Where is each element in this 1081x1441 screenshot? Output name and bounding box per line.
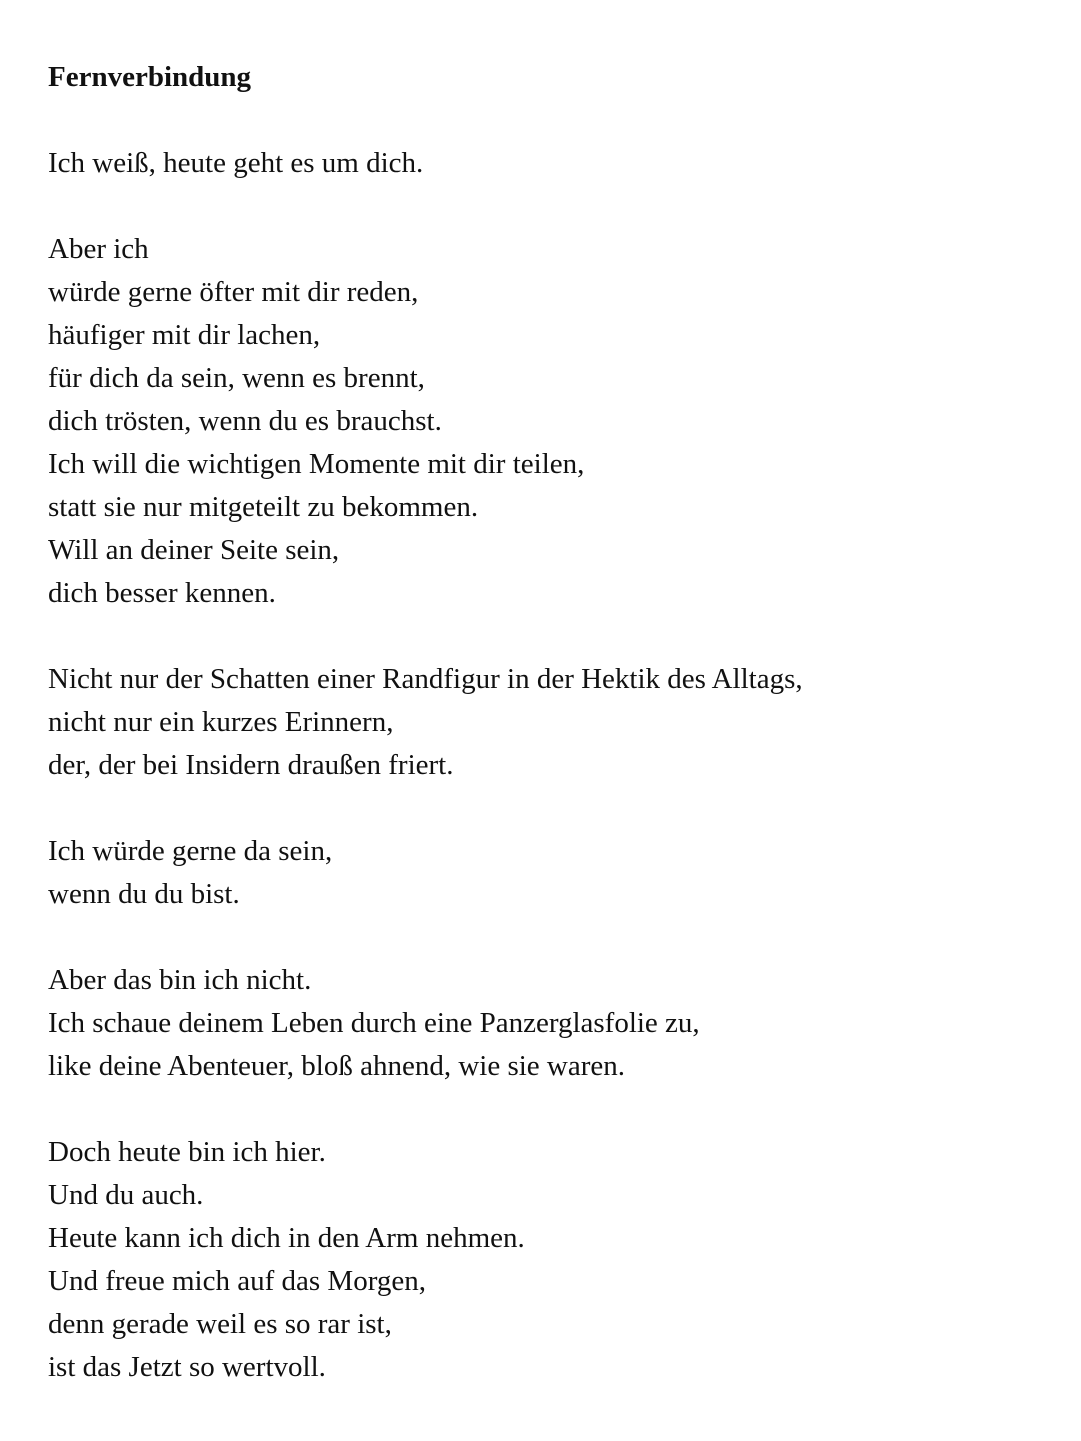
- poem-line: Aber ich: [48, 233, 149, 265]
- poem-line: wenn du du bist.: [48, 878, 240, 910]
- poem-line: Ich weiß, heute geht es um dich.: [48, 147, 424, 179]
- poem-line: häufiger mit dir lachen,: [48, 319, 321, 351]
- poem-line: für dich da sein, wenn es brennt,: [48, 362, 425, 394]
- poem-line: Nicht nur der Schatten einer Randfigur in der Hektik des Alltags,: [48, 663, 803, 695]
- poem-line: Ich will die wichtigen Momente mit dir teilen,: [48, 448, 585, 480]
- stanza-5: [48, 959, 1048, 1088]
- poem-line: würde gerne öfter mit dir reden,: [48, 276, 419, 308]
- poem-line: Ich schaue deinem Leben durch eine Panzerglasfolie zu,: [48, 1007, 700, 1039]
- poem-line: Und du auch.: [48, 1179, 204, 1211]
- stanza-3: [48, 658, 1048, 787]
- poem-title: Fernverbindung: [48, 61, 252, 93]
- poem-line: Und freue mich auf das Morgen,: [48, 1265, 426, 1297]
- stanza-2: [48, 228, 1048, 615]
- poem-line: statt sie nur mitgeteilt zu bekommen.: [48, 491, 479, 523]
- poem-line: like deine Abenteuer, bloß ahnend, wie sie waren.: [48, 1050, 626, 1082]
- poem-page: [48, 56, 1048, 1432]
- poem-line: denn gerade weil es so rar ist,: [48, 1308, 392, 1340]
- stanza-6: [48, 1131, 1048, 1389]
- poem-line: Aber das bin ich nicht.: [48, 964, 312, 996]
- poem-line: nicht nur ein kurzes Erinnern,: [48, 706, 394, 738]
- stanza-1: [48, 142, 1048, 185]
- poem-line: Will an deiner Seite sein,: [48, 534, 340, 566]
- poem-line: Doch heute bin ich hier.: [48, 1136, 326, 1168]
- poem-line: der, der bei Insidern draußen friert.: [48, 749, 454, 781]
- poem-line: dich besser kennen.: [48, 577, 276, 609]
- stanza-4: [48, 830, 1048, 916]
- poem-line: Ich würde gerne da sein,: [48, 835, 333, 867]
- poem-line: Heute kann ich dich in den Arm nehmen.: [48, 1222, 525, 1254]
- poem-line: ist das Jetzt so wertvoll.: [48, 1351, 326, 1383]
- poem-line: dich trösten, wenn du es brauchst.: [48, 405, 442, 437]
